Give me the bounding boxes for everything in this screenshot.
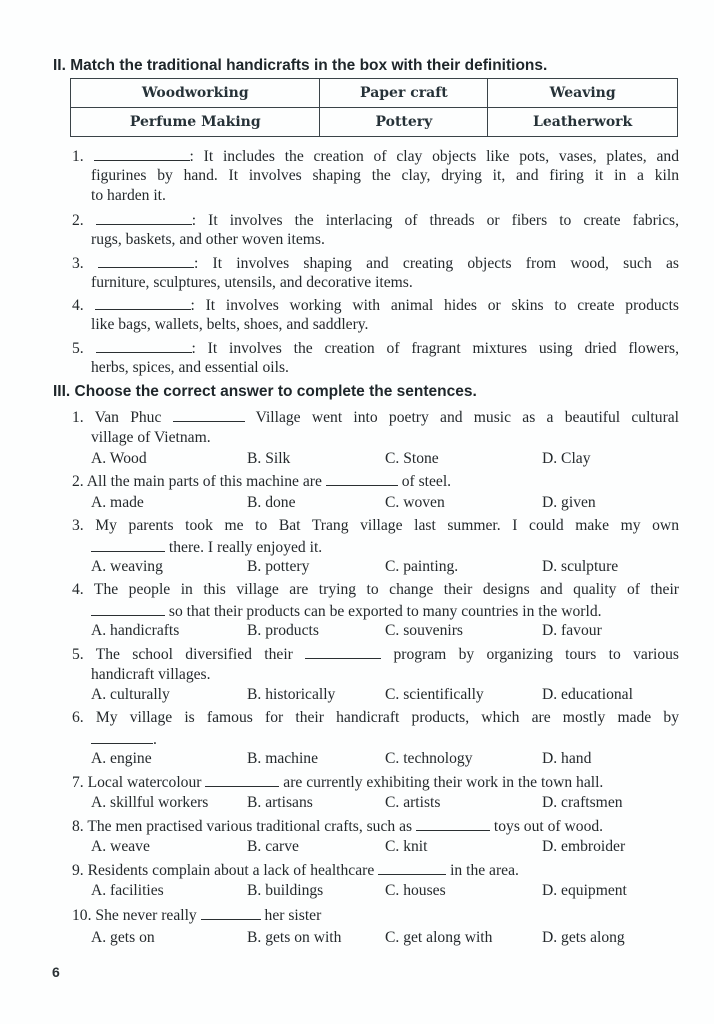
answer-blank[interactable]	[305, 644, 381, 659]
definition-text: rugs, baskets, and other woven items.	[91, 231, 325, 248]
question-text: The people in this village are trying to change their designs and quality of their	[93, 581, 679, 598]
answer-blank[interactable]	[205, 772, 279, 787]
definition-text: like bags, wallets, belts, shoes, and saddlery.	[91, 316, 369, 333]
question-text: My village is famous for their handicraft products, which are mostly made by	[95, 709, 679, 726]
question-number: 1.	[72, 409, 84, 426]
question-number: 7.	[72, 774, 84, 791]
answer-blank[interactable]	[96, 210, 192, 225]
page-number: 6	[52, 964, 60, 980]
option-a[interactable]: A. weave	[91, 838, 150, 855]
question-text: Residents complain about a lack of healthcare	[87, 862, 375, 879]
option-c[interactable]: C. woven	[385, 494, 445, 511]
question-text: Local watercolour	[87, 774, 202, 791]
option-b[interactable]: B. gets on with	[247, 929, 342, 946]
item-number: 3.	[72, 255, 84, 272]
option-a[interactable]: A. skillful workers	[91, 794, 209, 811]
option-d[interactable]: D. embroider	[542, 838, 626, 855]
box-word: Leatherwork	[488, 108, 678, 137]
definition-text: : It involves working with animal hides or skins to create products	[190, 297, 679, 314]
option-b[interactable]: B. done	[247, 494, 296, 511]
question-text: village of Vietnam.	[91, 429, 211, 446]
question-text: in the area.	[450, 862, 519, 879]
definition-text: figurines by hand. It involves shaping the clay, drying it, and firing it in a kiln	[91, 167, 679, 184]
option-c[interactable]: C. technology	[385, 750, 473, 767]
question-text: Van Phuc	[94, 409, 162, 426]
answer-blank[interactable]	[95, 295, 191, 310]
question-text: are currently exhibiting their work in the town hall.	[283, 774, 604, 791]
answer-blank[interactable]	[96, 338, 192, 353]
answer-blank[interactable]	[173, 407, 245, 422]
question-number: 5.	[72, 646, 84, 663]
option-b[interactable]: B. buildings	[247, 882, 324, 899]
question-number: 10.	[72, 907, 92, 924]
item-number: 1.	[72, 148, 84, 165]
option-d[interactable]: D. educational	[542, 686, 633, 703]
definition-text: furniture, sculptures, utensils, and decorative items.	[91, 274, 413, 291]
question-text: The men practised various traditional crafts, such as	[87, 818, 413, 835]
question-text: her sister	[264, 907, 322, 924]
item-number: 2.	[72, 212, 84, 229]
question-number: 6.	[72, 709, 84, 726]
option-b[interactable]: B. historically	[247, 686, 336, 703]
option-d[interactable]: D. equipment	[542, 882, 627, 899]
option-d[interactable]: D. hand	[542, 750, 592, 767]
question-number: 9.	[72, 862, 84, 879]
answer-blank[interactable]	[91, 729, 153, 744]
option-c[interactable]: C. houses	[385, 882, 446, 899]
definition-text: : It involves the interlacing of threads or fibers to create fabrics,	[191, 212, 679, 229]
option-a[interactable]: A. Wood	[91, 450, 147, 467]
option-a[interactable]: A. handicrafts	[91, 622, 180, 639]
item-number: 5.	[72, 340, 84, 357]
option-b[interactable]: B. pottery	[247, 558, 310, 575]
option-b[interactable]: B. products	[247, 622, 319, 639]
option-a[interactable]: A. facilities	[91, 882, 164, 899]
definition-text: : It involves the creation of fragrant mixtures using dried flowers,	[191, 340, 679, 357]
box-word: Weaving	[488, 79, 678, 108]
answer-blank[interactable]	[91, 601, 165, 616]
option-d[interactable]: D. Clay	[542, 450, 591, 467]
answer-blank[interactable]	[94, 146, 190, 161]
option-d[interactable]: D. favour	[542, 622, 602, 639]
question-text: so that their products can be exported to many countries in the world.	[168, 603, 602, 620]
definition-text: herbs, spices, and essential oils.	[91, 359, 289, 376]
question-text: of steel.	[401, 473, 452, 490]
option-d[interactable]: D. gets along	[542, 929, 625, 946]
question-text: there. I really enjoyed it.	[168, 539, 323, 556]
option-c[interactable]: C. Stone	[385, 450, 439, 467]
option-a[interactable]: A. weaving	[91, 558, 163, 575]
section-3-heading: III. Choose the correct answer to complete the sentences.	[53, 383, 477, 400]
question-number: 2.	[72, 473, 84, 490]
option-a[interactable]: A. engine	[91, 750, 152, 767]
option-d[interactable]: D. sculpture	[542, 558, 619, 575]
option-c[interactable]: C. get along with	[385, 929, 493, 946]
box-word: Woodworking	[71, 79, 320, 108]
answer-blank[interactable]	[91, 537, 165, 552]
definition-text: : It involves shaping and creating objects from wood, such as	[193, 255, 679, 272]
question-number: 3.	[72, 517, 84, 534]
option-a[interactable]: A. made	[91, 494, 144, 511]
option-a[interactable]: A. gets on	[91, 929, 155, 946]
option-c[interactable]: C. knit	[385, 838, 428, 855]
answer-blank[interactable]	[201, 905, 261, 920]
option-b[interactable]: B. Silk	[247, 450, 291, 467]
definition-text: : It includes the creation of clay objects like pots, vases, plates, and	[189, 148, 679, 165]
answer-blank[interactable]	[416, 816, 490, 831]
option-b[interactable]: B. machine	[247, 750, 319, 767]
question-text: program by organizing tours to various	[393, 646, 680, 663]
option-c[interactable]: C. scientifically	[385, 686, 484, 703]
option-c[interactable]: C. souvenirs	[385, 622, 463, 639]
answer-blank[interactable]	[378, 860, 446, 875]
question-text: .	[153, 731, 157, 748]
box-word: Paper craft	[320, 79, 488, 108]
question-text: The school diversified their	[95, 646, 293, 663]
question-text: She never really	[95, 907, 197, 924]
question-text: handicraft villages.	[91, 666, 211, 683]
question-text: toys out of wood.	[493, 818, 604, 835]
box-word: Pottery	[320, 108, 488, 137]
section-2-heading: II. Match the traditional handicrafts in the box with their definitions.	[53, 57, 548, 74]
answer-blank[interactable]	[326, 471, 398, 486]
option-c[interactable]: C. artists	[385, 794, 441, 811]
handicrafts-word-box	[70, 78, 678, 137]
option-c[interactable]: C. painting.	[385, 558, 459, 575]
question-text: All the main parts of this machine are	[86, 473, 322, 490]
option-d[interactable]: D. given	[542, 494, 596, 511]
question-number: 8.	[72, 818, 84, 835]
option-b[interactable]: B. carve	[247, 838, 299, 855]
definition-text: to harden it.	[91, 187, 166, 204]
question-number: 4.	[72, 581, 84, 598]
option-d[interactable]: D. craftsmen	[542, 794, 623, 811]
option-a[interactable]: A. culturally	[91, 686, 170, 703]
option-b[interactable]: B. artisans	[247, 794, 313, 811]
question-text: Village went into poetry and music as a beautiful cultural	[255, 409, 680, 426]
item-number: 4.	[72, 297, 84, 314]
box-word: Perfume Making	[71, 108, 320, 137]
question-text: My parents took me to Bat Trang village last summer. I could make my own	[95, 517, 679, 534]
answer-blank[interactable]	[98, 253, 194, 268]
